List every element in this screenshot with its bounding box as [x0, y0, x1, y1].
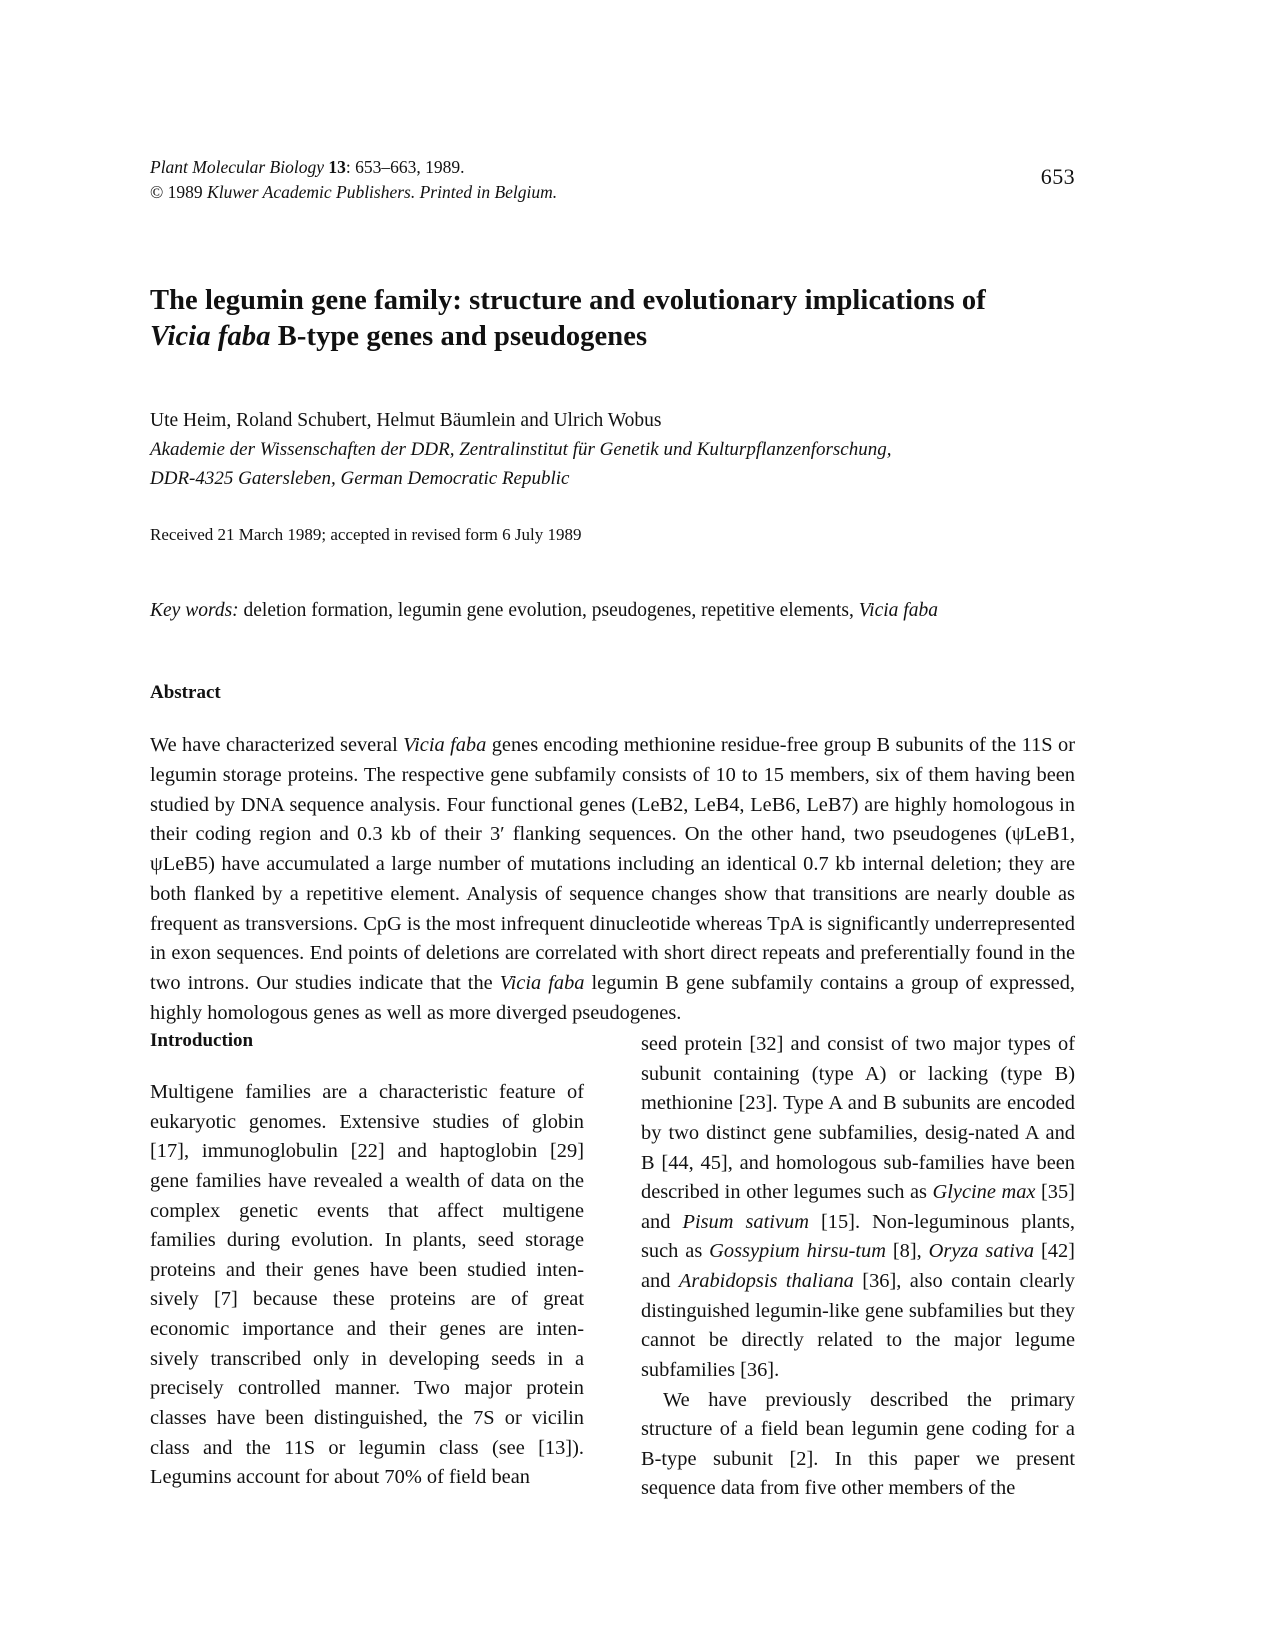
- journal-pages-year: : 653–663, 1989.: [345, 157, 465, 177]
- page-content: [150, 155, 1075, 1028]
- right-species-4: Oryza sativa: [928, 1240, 1035, 1263]
- copyright-line: [150, 180, 1075, 205]
- intro-paragraph-left: Multigene families are a characteristic feature of eukaryotic genomes. Extensive studies of globin [17], immunoglobulin [22] and haptoglobin [29] gene families have revealed a wealth of data on the complex genetic events that affect multigene families during evolution. In plants, seed storage proteins and their genes have been studied inten-sively [7] because these proteins are of great economic importance and their genes are inten-sively transcribed only in developing seeds in a precisely controlled manner. Two major protein classes have been distinguished, the 7S or vicilin class and the 11S or legumin class (see [13]). Legumins account for about 70% of field bean: [150, 1081, 584, 1489]
- abstract-heading: Abstract: [150, 682, 221, 704]
- keywords-label: Key words:: [150, 600, 239, 622]
- right-species-1: Glycine max: [932, 1181, 1036, 1204]
- right-text-f: [36], also contain clearly distinguished legumin-like gene subfamilies but they cannot be directly related to the major legume subfamilies [36].: [641, 1270, 1075, 1381]
- received-dates: Received 21 March 1989; accepted in revised form 6 July 1989: [150, 525, 582, 545]
- title-line-1: The legumin gene family: structure and evolutionary implications of: [150, 285, 986, 316]
- title-species: Vicia faba: [150, 320, 271, 352]
- title-line-2-rest: B-type genes and pseudogenes: [270, 320, 648, 352]
- right-text-d: [8],: [885, 1240, 929, 1263]
- introduction-heading: Introduction: [150, 1030, 254, 1051]
- abstract-species-1: Vicia faba: [403, 734, 487, 757]
- right-text-c: [15]. Non-leguminous plants, such as: [641, 1210, 1075, 1263]
- copyright-icon: ©: [150, 181, 164, 202]
- column-right: [641, 1030, 1075, 1504]
- journal-name: Plant Molecular Biology: [150, 157, 324, 177]
- affiliation-line-1: Akademie der Wissenschaften der DDR, Zentralinstitut für Genetik und Kulturpflanzenforschung,: [150, 439, 892, 461]
- intro-paragraph-right-1: [641, 1030, 1075, 1386]
- keywords-list: deletion formation, legumin gene evolution, pseudogenes, repetitive elements,: [238, 600, 859, 622]
- page-number: 653: [1040, 164, 1075, 189]
- journal-citation-line: [150, 155, 1075, 180]
- right-species-5: Arabidopsis thaliana: [678, 1270, 854, 1292]
- intro-paragraph-right-2: We have previously described the primary structure of a field bean legumin gene coding for a B-type subunit [2]. In this paper we present sequence data from five other members of the: [641, 1388, 1075, 1500]
- abstract-body: [150, 731, 1075, 1028]
- right-species-2: Pisum sativum: [682, 1210, 809, 1233]
- body-columns: [150, 1030, 1075, 1504]
- masthead: [150, 155, 1075, 211]
- journal-volume: 13: [328, 157, 346, 177]
- copyright-year: 1989: [167, 181, 203, 202]
- affiliation-line-2: DDR-4325 Gatersleben, German Democratic Republic: [150, 468, 570, 490]
- page-title: [150, 283, 1045, 355]
- right-species-3: Gossypium hirsu-tum: [709, 1240, 886, 1263]
- column-left: [150, 1030, 584, 1504]
- right-text-a: seed protein [32] and consist of two major types of subunit containing (type A) or lacking (type B) methionine [23]. Type A and B subunits are encoded by two distinct gene subfamilies, desig-nated A and B [44, 45], and homologous sub-families have been described in other legumes such as: [641, 1033, 1075, 1204]
- right-text-e: [42] and: [641, 1240, 1075, 1292]
- author-list: Ute Heim, Roland Schubert, Helmut Bäumlein and Ulrich Wobus: [150, 409, 662, 431]
- publisher-name: Kluwer Academic Publishers. Printed in Belgium.: [207, 181, 558, 202]
- abstract-text-c: legumin B gene subfamily contains a group of expressed, highly homologous genes as well as more diverged pseudogenes.: [150, 971, 1076, 1024]
- keywords-species: Vicia faba: [858, 600, 938, 622]
- right-text-b: [35] and: [641, 1181, 1075, 1233]
- keywords: [150, 597, 1075, 624]
- abstract-text-b: genes encoding methionine residue-free group B subunits of the 11S or legumin storage proteins. The respective gene subfamily consists of 10 to 15 members, six of them having been studied by DNA sequence analysis. Four functional genes (LeB2, LeB4, LeB6, LeB7) are highly homologous in their coding region and 0.3 kb of their 3′ flanking sequences. On the other hand, two pseudogenes (ψLeB1, ψLeB5) have accumulated a large number of mutations including an identical 0.7 kb internal deletion; they are both flanked by a repetitive element. Analysis of sequence changes show that transitions are nearly double as frequent as transversions. CpG is the most infrequent dinucleotide whereas TpA is significantly underrepresented in exon sequences. End points of deletions are correlated with short direct repeats and preferentially found in the two introns. Our studies indicate that the: [150, 734, 1075, 994]
- abstract-species-2: Vicia faba: [499, 971, 585, 994]
- abstract-text-a: We have characterized several: [150, 734, 404, 757]
